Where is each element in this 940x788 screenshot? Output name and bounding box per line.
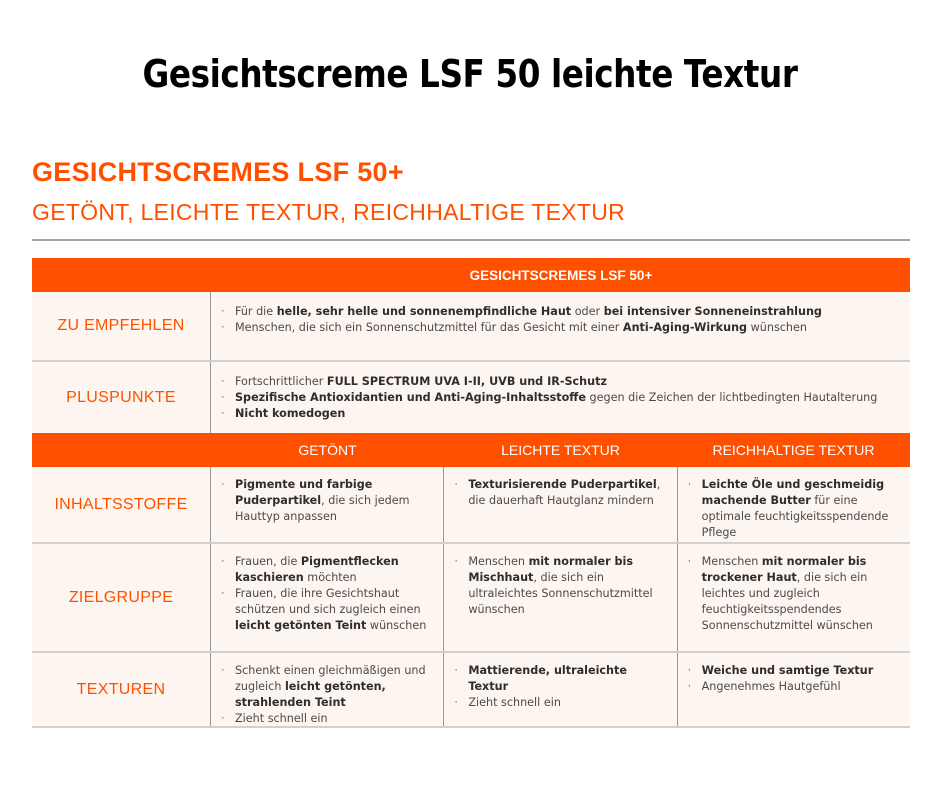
bullet-dot-icon: · [221, 375, 225, 388]
bullet-dot-icon: · [687, 478, 692, 491]
bullet-dot-icon: · [221, 391, 225, 404]
section-heading: GESICHTSCREMES LSF 50+ [32, 157, 404, 187]
bullet-item: · Zieht schnell ein [221, 712, 328, 725]
section-subheading: GETÖNT, LEICHTE TEXTUR, REICHHALTIGE TEXTUR [32, 199, 626, 225]
bullet-item: · Frauen, die Pigmentflecken kaschieren möchten [221, 555, 399, 584]
column-header-reichhaltige-textur: REICHHALTIGE TEXTUR [712, 442, 875, 458]
row-label: TEXTUREN [32, 653, 211, 726]
table-row-pluspunkte [32, 362, 910, 433]
bullet-dot-icon: · [221, 478, 225, 491]
bullet-dot-icon: · [221, 321, 225, 334]
bullet-dot-icon: · [221, 587, 225, 600]
bullet-item: · Menschen mit normaler bis trockener Haut, die sich ein leichtes und zugleich feuchtigkeitsspendendes Sonnenschutzmittel wünschen [687, 555, 873, 632]
bullet-dot-icon: · [454, 478, 458, 491]
bullet-item: · Angenehmes Hautgefühl [687, 680, 841, 693]
table-cell [211, 653, 444, 726]
bullet-dot-icon: · [687, 664, 692, 677]
row-label: ZU EMPFEHLEN [32, 292, 211, 360]
bullet-item: · Zieht schnell ein [454, 696, 561, 709]
bullet-dot-icon: · [687, 680, 692, 693]
table-cell [444, 467, 677, 542]
bullet-item: · Frauen, die ihre Gesichtshaut schützen und sich zugleich einen leicht getönten Teint wünschen [221, 587, 427, 632]
column-header-band [32, 433, 910, 467]
table-cell [678, 653, 910, 726]
table-cell [211, 544, 444, 651]
table-row-zu-empfehlen [32, 292, 910, 362]
table-cell [678, 544, 910, 651]
table-row-inhaltsstoffe [32, 467, 910, 544]
bullet-item: · Pigmente und farbige Puderpartikel, die sich jedem Hauttyp anpassen [221, 478, 410, 523]
table-header: GESICHTSCREMES LSF 50+ [32, 258, 910, 292]
bullet-dot-icon: · [221, 555, 225, 568]
table-cell [211, 362, 910, 433]
bullet-item: · Weiche und samtige Textur [687, 664, 874, 677]
bullet-item: · Schenkt einen gleichmäßigen und zugleich leicht getönten, strahlenden Teint [221, 664, 426, 709]
bullet-dot-icon: · [221, 712, 225, 725]
page-title: Gesichtscreme LSF 50 leichte Textur [142, 52, 798, 96]
table-row-texturen [32, 653, 910, 728]
bullet-item: · Nicht komedogen [221, 407, 346, 420]
bullet-dot-icon: · [454, 664, 458, 677]
column-header-leichte-textur: LEICHTE TEXTUR [501, 442, 620, 458]
row-label: ZIELGRUPPE [32, 544, 211, 651]
bullet-dot-icon: · [221, 305, 225, 318]
table-cell [211, 292, 910, 360]
bullet-item: · Leichte Öle und geschmeidig machende Butter für eine optimale feuchtigkeitsspendende Pflege [687, 478, 889, 539]
bullet-item: · Menschen, die sich ein Sonnenschutzmittel für das Gesicht mit einer Anti-Aging-Wirkung wünschen [221, 321, 807, 334]
bullet-dot-icon: · [221, 407, 225, 420]
column-header-getoent: GETÖNT [298, 442, 357, 458]
row-label: PLUSPUNKTE [32, 362, 211, 433]
table-cell [444, 653, 677, 726]
table-row-zielgruppe [32, 544, 910, 653]
comparison-table [32, 258, 910, 728]
bullet-item: · Fortschrittlicher FULL SPECTRUM UVA I-II, UVB und IR-Schutz [221, 375, 607, 388]
bullet-item: · Spezifische Antioxidantien und Anti-Aging-Inhaltsstoffe gegen die Zeichen der lichtbedingten Hautalterung [221, 391, 878, 404]
bullet-item: · Mattierende, ultraleichte Textur [454, 664, 627, 693]
bullet-item: · Menschen mit normaler bis Mischhaut, die sich ein ultraleichtes Sonnenschutzmittel wünschen [454, 555, 653, 616]
row-label: INHALTSSTOFFE [32, 467, 211, 542]
bullet-dot-icon: · [221, 664, 225, 677]
bullet-dot-icon: · [687, 555, 692, 568]
bullet-item: · Texturisierende Puderpartikel, die dauerhaft Hautglanz mindern [454, 478, 661, 507]
divider-rule [32, 239, 910, 241]
table-cell [211, 467, 444, 542]
table-cell [678, 467, 910, 542]
table-cell [444, 544, 677, 651]
bullet-item: · Für die helle, sehr helle und sonnenempfindliche Haut oder bei intensiver Sonneneinstrahlung [221, 305, 822, 318]
bullet-dot-icon: · [454, 696, 458, 709]
bullet-dot-icon: · [454, 555, 458, 568]
